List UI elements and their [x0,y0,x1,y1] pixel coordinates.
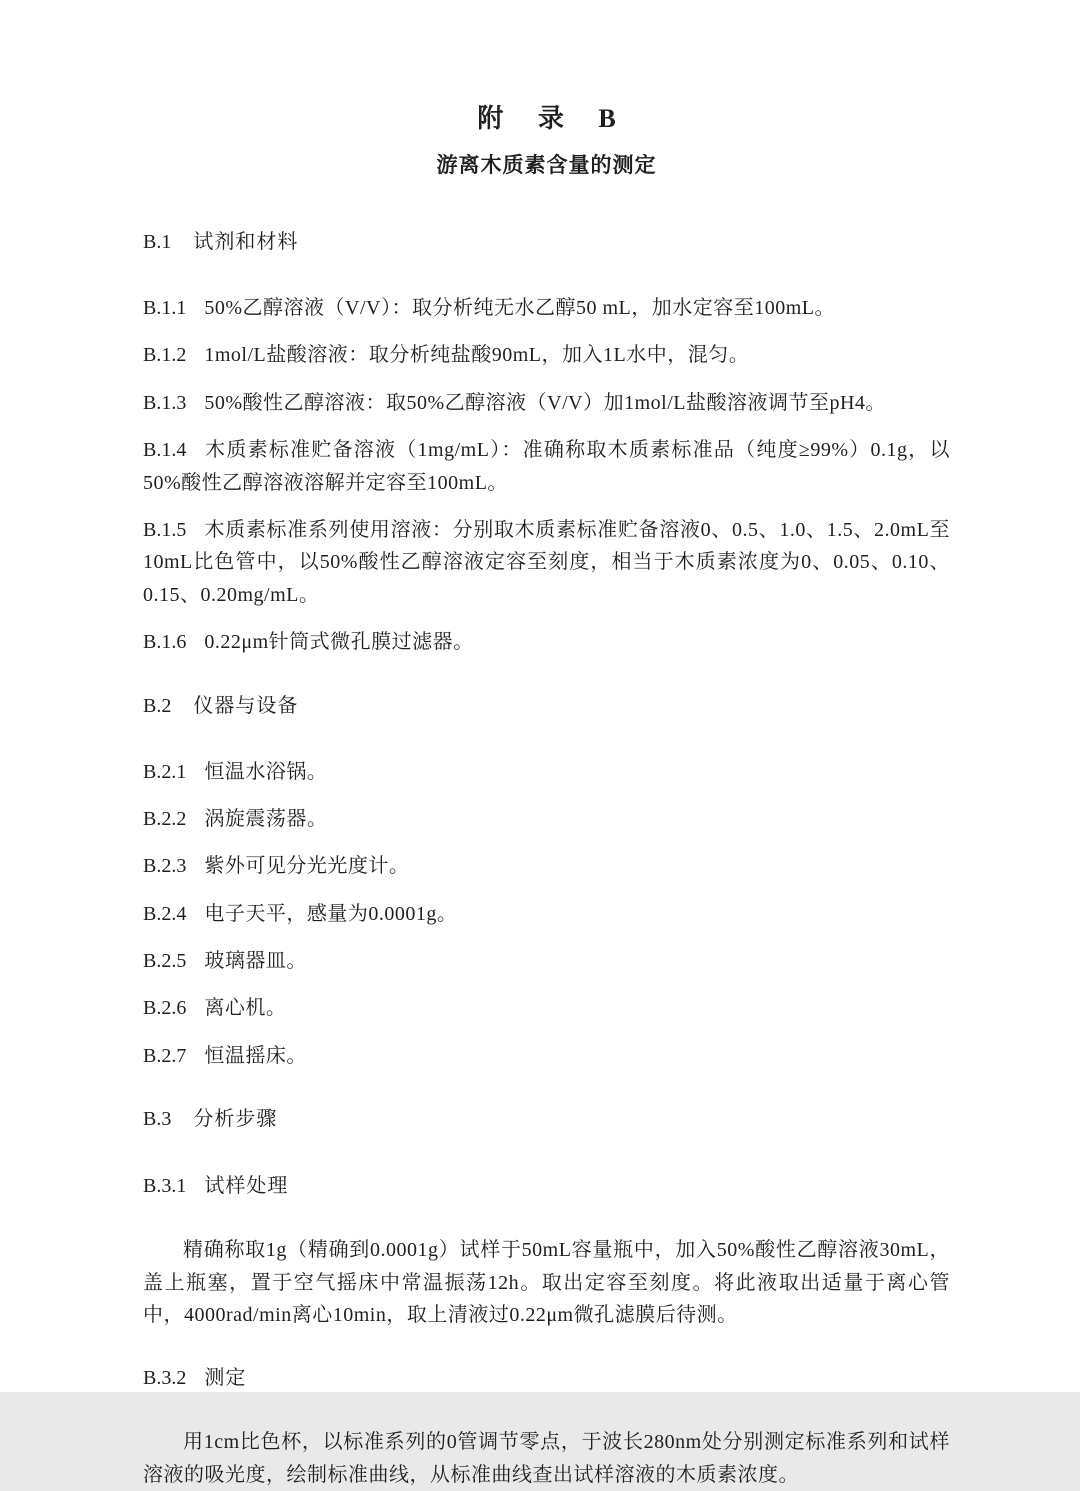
clause-b1-1 [143,292,950,324]
section-title: 分析步骤 [193,1108,278,1131]
section-heading-b1 [143,225,950,254]
clause-b2-5 [143,945,950,977]
appendix-subtitle: 游离木质素含量的测定 [436,153,657,177]
clause-text: 木质素标准贮备溶液（1mg/mL）：准确称取木质素标准品（纯度≥99%）0.1g，以50%酸性乙醇溶液溶解并定容至100mL。 [143,439,950,494]
subsection-title: 试样处理 [204,1175,289,1198]
clause-number: B.2.3 [143,855,187,878]
paragraph-b3-2: 用1cm比色杯，以标准系列的0管调节零点，于波长280nm处分别测定标准系列和试样溶液的吸光度，绘制标准曲线，从标准曲线查出试样溶液的木质素浓度。 [143,1431,950,1486]
section-heading-b2 [143,689,950,718]
clause-b2-1 [143,756,950,788]
clause-number: B.1.4 [143,439,187,462]
clause-b1-6 [143,626,950,658]
clause-text: 离心机。 [204,997,287,1020]
clause-text: 恒温水浴锅。 [204,760,328,783]
clause-b2-3 [143,850,950,882]
clause-number: B.1.6 [143,631,187,654]
clause-number: B.2.1 [143,760,187,783]
section-title: 试剂和材料 [193,231,299,253]
clause-b2-6 [143,992,950,1024]
paragraph-b3-1: 精确称取1g（精确到0.0001g）试样于50mL容量瓶中，加入50%酸性乙醇溶液30mL，盖上瓶塞，置于空气摇床中常温振荡12h。取出定容至刻度。将此液取出适量于离心管中，4000rad/min离心10min，取上清液过0.22μm微孔滤膜后待测。 [143,1239,950,1327]
clause-b1-4 [143,434,950,499]
clause-b2-7 [143,1040,950,1072]
clause-number: B.2.2 [143,807,187,830]
section-number: B.3 [143,1108,172,1131]
clause-b1-2 [143,339,950,371]
clause-text: 木质素标准系列使用溶液：分别取木质素标准贮备溶液0、0.5、1.0、1.5、2.0mL至10mL比色管中，以50%酸性乙醇溶液定容至刻度，相当于木质素浓度为0、0.05、0.10、0.15、0.20mg/mL。 [143,518,950,606]
clause-text: 涡旋震荡器。 [204,807,328,830]
clause-number: B.1.1 [143,297,187,319]
section-title: 仪器与设备 [193,694,299,717]
clause-number: B.2.6 [143,997,187,1020]
clause-text: 玻璃器皿。 [204,950,307,973]
clause-number: B.1.3 [143,391,187,414]
subsection-heading-b3-2 [143,1361,950,1390]
clause-b1-5 [143,514,950,611]
clause-text: 0.22μm针筒式微孔膜过滤器。 [204,631,474,654]
clause-text: 紫外可见分光光度计。 [204,855,410,878]
clause-text: 恒温摇床。 [204,1044,307,1067]
clause-text: 50%乙醇溶液（V/V）：取分析纯无水乙醇50 mL，加水定容至100mL。 [204,297,835,319]
clause-number: B.2.7 [143,1044,187,1067]
appendix-title: 附 录 B [477,104,630,133]
clause-b1-3 [143,387,950,419]
subsection-number: B.3.2 [143,1367,187,1390]
clause-text: 1mol/L盐酸溶液：取分析纯盐酸90mL，加入1L水中，混匀。 [204,344,750,367]
clause-number: B.2.4 [143,902,187,925]
clause-b2-4 [143,898,950,930]
section-number: B.2 [143,694,172,717]
clause-number: B.2.5 [143,950,187,973]
section-number: B.1 [143,231,172,253]
clause-text: 50%酸性乙醇溶液：取50%乙醇溶液（V/V）加1mol/L盐酸溶液调节至pH4。 [204,391,886,414]
clause-number: B.1.2 [143,344,187,367]
subsection-heading-b3-1 [143,1169,950,1198]
section-heading-b3 [143,1102,950,1131]
clause-text: 电子天平，感量为0.0001g。 [204,902,458,925]
subsection-number: B.3.1 [143,1175,187,1198]
clause-b2-2 [143,803,950,835]
clause-number: B.1.5 [143,518,187,541]
subsection-title: 测定 [204,1367,247,1390]
